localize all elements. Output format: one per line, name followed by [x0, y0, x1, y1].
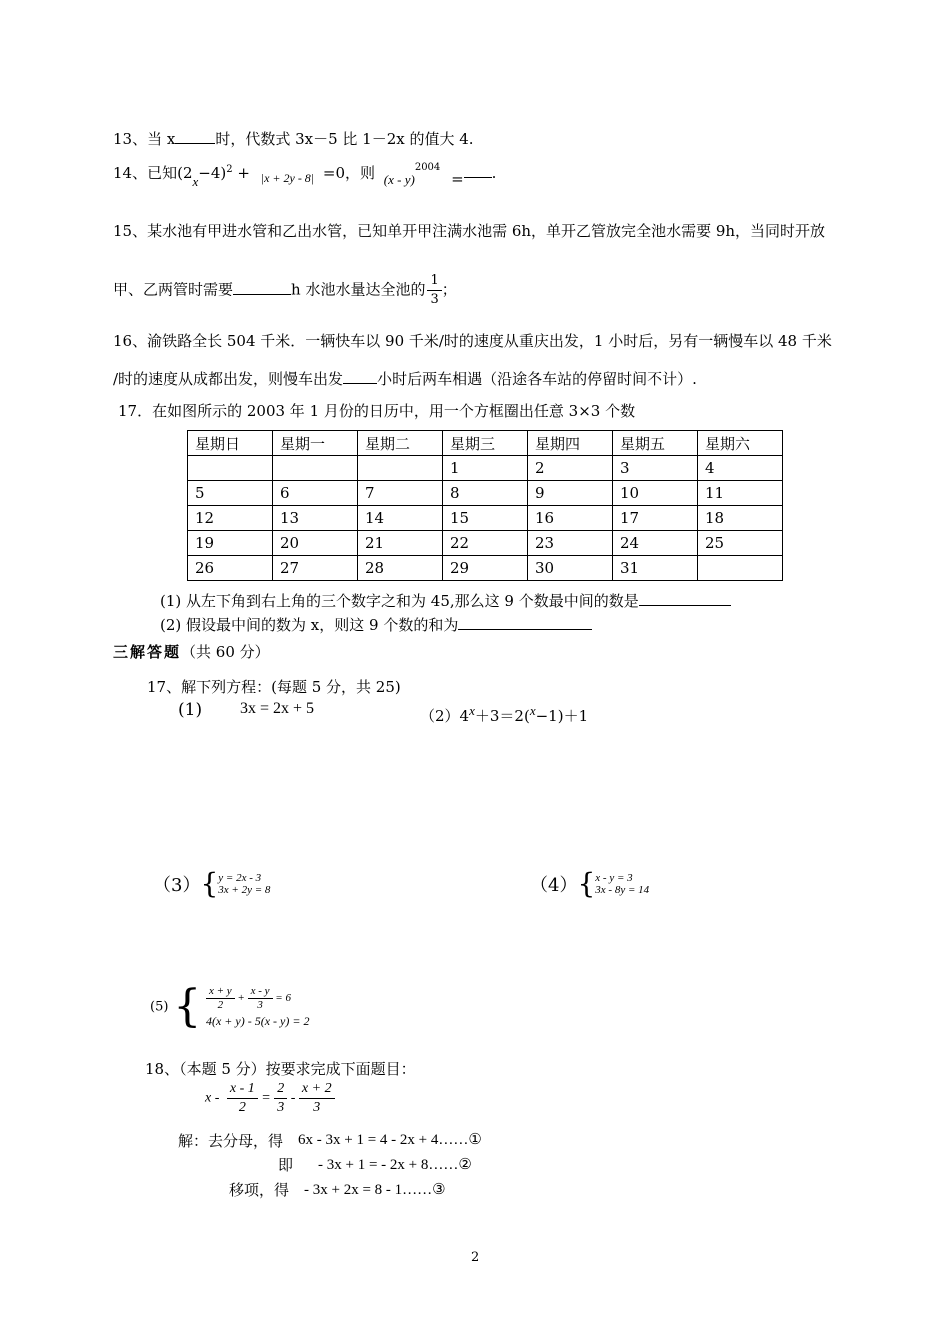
calendar-week-row	[188, 481, 783, 506]
calendar-week-row	[188, 531, 783, 556]
calendar-cell: 6	[273, 481, 358, 506]
calendar-cell: 28	[358, 556, 443, 581]
weekday-header: 星期日	[188, 431, 273, 456]
question-14: 14、已知$(2x-4)^2 + _{|x + 2y - 8|} =0$，则 (x - y)$^{2004}$ = .	[113, 162, 497, 189]
equation-label: （4）	[530, 875, 578, 896]
calendar-table	[187, 430, 783, 581]
answer-blank[interactable]	[458, 615, 592, 630]
calendar-cell: 20	[273, 531, 358, 556]
question-16-line1: 16、渝铁路全长 504 千米．一辆快车以 90 千米/时的速度从重庆出发，1 小时后，另有一辆慢车以 48 千米	[113, 332, 832, 350]
plus-sign: +	[237, 164, 250, 182]
problem-18-title: 18、（本题 5 分）按要求完成下面题目：	[145, 1060, 416, 1078]
solution-step-3: - 3x + 2x = 8 - 1……③	[304, 1182, 446, 1198]
weekday-header: 星期二	[358, 431, 443, 456]
calendar-week-row	[188, 456, 783, 481]
calendar-cell: 14	[358, 506, 443, 531]
weekday-header: 星期三	[443, 431, 528, 456]
solution-step-1-label: 解：去分母，得	[178, 1132, 284, 1150]
section-heading	[113, 641, 270, 662]
question-text: 甲、乙两管时需要	[113, 280, 234, 299]
calendar-cell: 16	[528, 506, 613, 531]
calendar-cell: 24	[613, 531, 698, 556]
calendar-cell	[358, 456, 443, 481]
section-points: （共 60 分）	[181, 643, 270, 661]
fraction-one-third: $\frac{1}{3}$	[427, 272, 441, 309]
equation-3	[153, 867, 271, 900]
question-text: −4)	[198, 164, 227, 182]
section-title: 三解答题	[113, 643, 182, 661]
calendar-cell	[698, 556, 783, 581]
calendar-cell: 1	[443, 456, 528, 481]
question-17-sub2	[160, 614, 592, 635]
problem-17-title: 17、解下列方程：(每题 5 分，共 25)	[147, 678, 401, 696]
solution-step-2-label: 即	[278, 1156, 294, 1174]
weekday-header: 星期一	[273, 431, 358, 456]
question-text: /时的速度从成都出发，则慢车出发	[113, 370, 344, 388]
problem-18-equation: x - $\frac{x - 1}{2}$ = $\frac{2}{3}$ - $\frac{x + 2}{3}$	[205, 1080, 335, 1117]
answer-blank[interactable]	[639, 591, 731, 606]
answer-blank[interactable]	[343, 369, 377, 384]
equation-label: (5)	[150, 999, 169, 1015]
question-15-line2: 甲、乙两管时需要 h 水池水量达全池的 $\frac{1}{3}$ ；	[113, 273, 457, 307]
answer-blank[interactable]	[175, 129, 215, 144]
question-text: (1) 从左下角到右上角的三个数字之和为 45,那么这 9 个数最中间的数是	[160, 592, 639, 610]
weekday-header: 星期五	[613, 431, 698, 456]
brace: {	[173, 981, 202, 1032]
equation-system: y = 2x - 3 3x + 2y = 8	[218, 872, 271, 896]
calendar-cell: 29	[443, 556, 528, 581]
equation-1: 3x = 2x + 5	[240, 700, 315, 717]
calendar-header-row	[188, 431, 783, 456]
solution-step-3-label: 移项，得	[229, 1181, 290, 1199]
calendar-cell: 27	[273, 556, 358, 581]
question-number: 14、	[113, 164, 148, 182]
calendar-cell: 31	[613, 556, 698, 581]
calendar-cell: 25	[698, 531, 783, 556]
equation-label: （3）	[153, 875, 201, 896]
question-text: 当 x	[147, 130, 176, 148]
question-17-sub1	[160, 590, 731, 611]
equation-1-label: (1)	[178, 700, 203, 720]
question-13	[113, 128, 474, 149]
page-number: 2	[471, 1250, 480, 1265]
weekday-header: 星期六	[698, 431, 783, 456]
brace: {	[200, 867, 219, 900]
equation-5	[150, 981, 310, 1032]
solution-step-2: - 3x + 1 = - 2x + 8……②	[318, 1157, 472, 1173]
power-expression: (x - y)	[383, 172, 415, 187]
calendar-cell: 13	[273, 506, 358, 531]
equation-system: $\frac{x + y}{2}$ + $\frac{x - y}{3}$ = 6 4(x + y) - 5(x - y) = 2	[205, 985, 310, 1028]
calendar-cell: 12	[188, 506, 273, 531]
equation-4	[530, 867, 650, 900]
answer-blank[interactable]	[464, 167, 492, 178]
equation-2: $(2)4^x+3=2(^x-1)+1$	[420, 703, 589, 725]
calendar-week-row	[188, 556, 783, 581]
question-text: =0，则	[322, 164, 376, 182]
calendar-cell: 8	[443, 481, 528, 506]
exponent: 2004	[414, 162, 441, 173]
absolute-value-expression: |x + 2y - 8|	[260, 171, 315, 185]
calendar-cell: 10	[613, 481, 698, 506]
question-text: 小时后两车相遇（沿途各车站的停留时间不计）.	[377, 370, 697, 388]
calendar-cell: 23	[528, 531, 613, 556]
calendar-cell: 18	[698, 506, 783, 531]
solution-step-1: 6x - 3x + 1 = 4 - 2x + 4……①	[298, 1132, 482, 1148]
answer-blank[interactable]	[233, 280, 291, 295]
question-16-line2	[113, 368, 697, 389]
equation-system: x - y = 3 3x - 8y = 14	[595, 872, 650, 896]
calendar-cell	[273, 456, 358, 481]
calendar-cell: 30	[528, 556, 613, 581]
question-text: (2) 假设最中间的数为 x，则这 9 个数的和为	[160, 616, 459, 634]
question-text: 时，代数式 3x－5 比 1－2x 的值大 4.	[215, 130, 474, 148]
calendar-cell: 11	[698, 481, 783, 506]
calendar-cell: 19	[188, 531, 273, 556]
exponent: 2	[226, 164, 233, 175]
calendar-cell: 2	[528, 456, 613, 481]
weekday-header: 星期四	[528, 431, 613, 456]
equals-sign: =	[451, 170, 464, 188]
question-text: 已知(2	[147, 164, 193, 182]
question-number: 13、	[113, 130, 148, 148]
question-15-line1: 15、某水池有甲进水管和乙出水管，已知单开甲注满水池需 6h，单开乙管放完全池水需要 9h，当同时开放	[113, 222, 826, 240]
brace: {	[577, 867, 596, 900]
calendar-cell: 7	[358, 481, 443, 506]
variable-x: x	[192, 174, 199, 189]
question-text: h 水池水量达全池的	[291, 280, 426, 299]
calendar-cell: 17	[613, 506, 698, 531]
calendar-cell: 4	[698, 456, 783, 481]
calendar-cell	[188, 456, 273, 481]
calendar-cell: 22	[443, 531, 528, 556]
calendar-cell: 26	[188, 556, 273, 581]
calendar-week-row	[188, 506, 783, 531]
question-17-intro: 17．在如图所示的 2003 年 1 月份的日历中，用一个方框圈出任意 3×3 个数	[118, 402, 636, 420]
calendar-cell: 5	[188, 481, 273, 506]
calendar-cell: 9	[528, 481, 613, 506]
calendar-cell: 3	[613, 456, 698, 481]
calendar-cell: 21	[358, 531, 443, 556]
calendar-cell: 15	[443, 506, 528, 531]
